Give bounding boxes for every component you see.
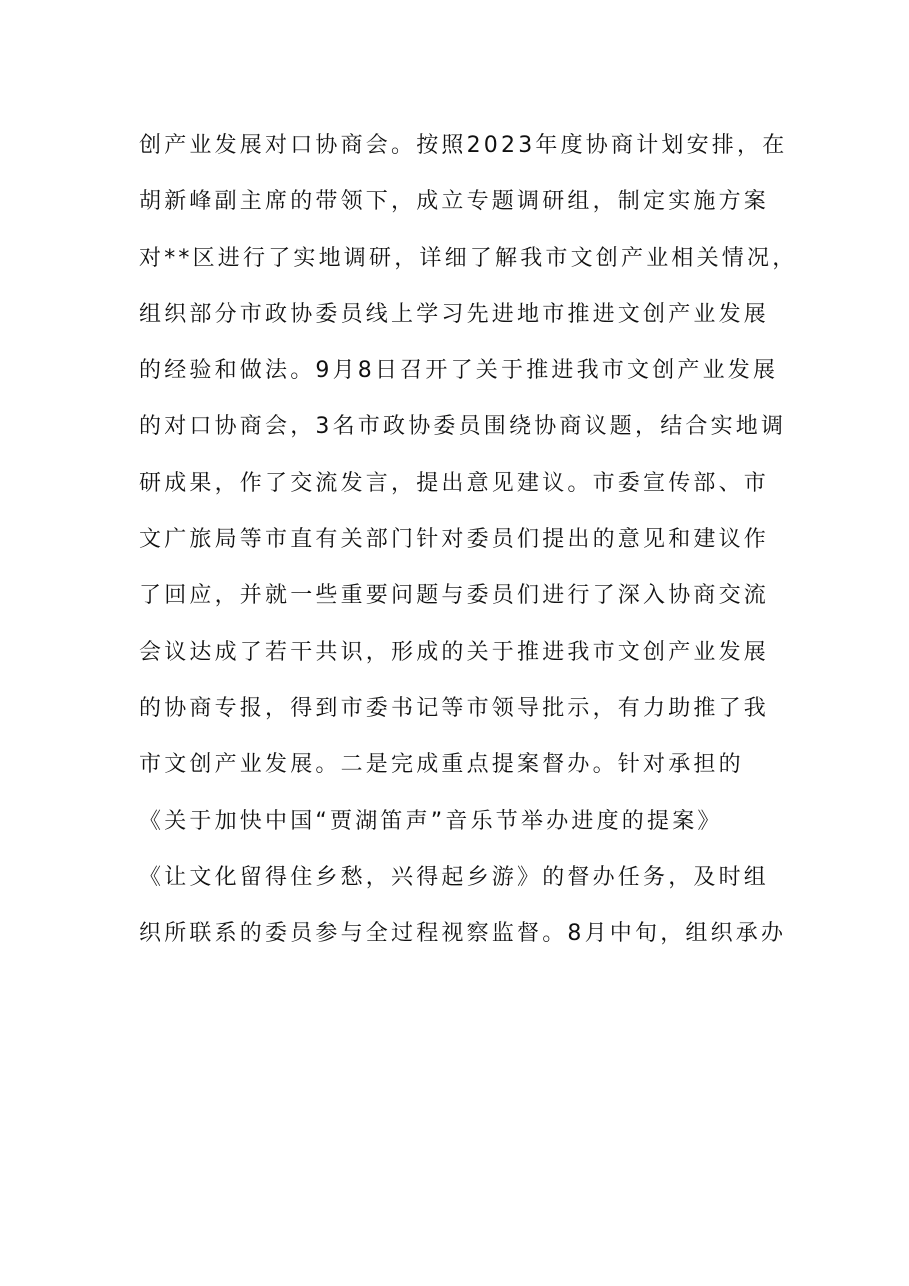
text-line: 的经验和做法。9月8日召开了关于推进我市文创产业发展 [139,358,779,384]
text-line: 的协商专报，得到市委书记等市领导批示，有力助推了我 [139,695,770,721]
text-line: 的对口协商会，3名市政协委员围绕协商议题，结合实地调 [139,414,787,440]
text-line: 研成果，作了交流发言，提出意见建议。市委宣传部、市 [139,470,770,496]
body-paragraph [139,118,798,962]
text-line: 组织部分市政协委员线上学习先进地市推进文创产业发展 [139,301,770,327]
text-line: 织所联系的委员参与全过程视察监督。8月中旬，组织承办 [139,921,787,947]
text-line: 《关于加快中国“贾湖笛声”音乐节举办进度的提案》 [139,808,723,834]
text-line: 文广旅局等市直有关部门针对委员们提出的意见和建议作 [139,527,770,553]
text-line: 《让文化留得住乡愁，兴得起乡游》的督办任务，及时组 [139,864,770,890]
text-line: 对**区进行了实地调研，详细了解我市文创产业相关情况， [139,245,798,271]
text-line: 了回应，并就一些重要问题与委员们进行了深入协商交流 [139,583,770,609]
text-line: 会议达成了若干共识，形成的关于推进我市文创产业发展 [139,639,770,665]
text-line: 创产业发展对口协商会。按照2023年度协商计划安排，在 [139,133,788,158]
text-line: 胡新峰副主席的带领下，成立专题调研组，制定实施方案 [139,189,770,215]
text-line: 市文创产业发展。二是完成重点提案督办。针对承担的 [139,752,744,778]
